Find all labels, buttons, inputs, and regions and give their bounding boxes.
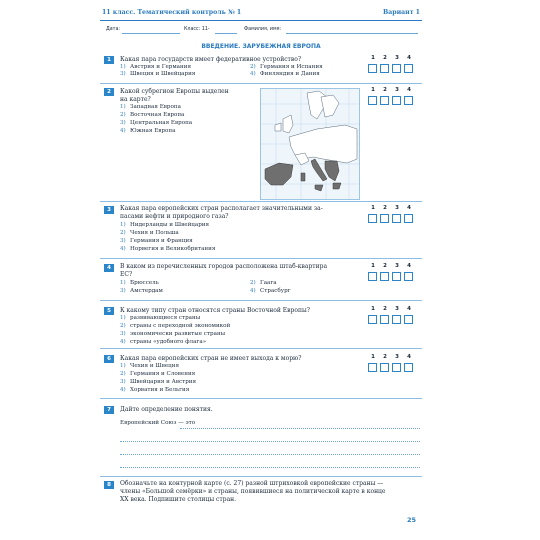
answer-box[interactable] [368, 363, 377, 372]
question-text: В каком из перечисленных городов расположена штаб-квартира ЕС? [120, 263, 328, 278]
header-title: 11 класс. Тематический контроль № 1 [102, 9, 242, 16]
option-2[interactable]: 2) Восточная Европа [120, 112, 185, 118]
answer-line[interactable] [120, 467, 420, 468]
answer-box[interactable] [380, 315, 389, 324]
answer-box[interactable] [380, 96, 389, 105]
answer-box[interactable] [368, 315, 377, 324]
answer-box[interactable] [368, 214, 377, 223]
answer-box[interactable] [368, 96, 377, 105]
option-1[interactable]: 1) Чехия и Швеция [120, 363, 180, 369]
option-3[interactable]: 3) экономически развитые страны [120, 331, 226, 337]
answer-box[interactable] [380, 272, 389, 281]
answer-line[interactable] [120, 454, 420, 455]
worksheet-page: 11 класс. Тематический контроль № 1 Вариант 1 Дата: Класс: 11- Фамилия, имя: ВВЕДЕНИЕ. ЗАРУБЕЖНАЯ ЕВРОПА 1 Какая пара государств имеет федеративное устройство? 1) Австрия и Германия 2) Германия и Испания 3) Швеция и Швейцария 4) Финляндия и Дания 1 2 3 4 2 Какой субрегион Европы выделен на карте? 1) Западная Европа 2) Восточная Европа 3) Центральная Европа 4) Южная Европа 1 2 3 4 3 Какая пара европейских стран располагает значительными за- пасами нефти и природного газа? 1) Нидерланды и Швейцария 2) Чехия и Польша 3) Германия и Франция 4) Норвегия и Великобритания 1 2 3 4 4 В каком из перечисленных городов расположена штаб-квартира ЕС? 1) Брюссель 2) Гаага 3) Амстердам 4) Страсбург 1 2 3 4 5 К какому типу стран относятся страны Восточной Европы? 1) развивающиеся страны 2) страны с переходной экономикой 3) экономически развитые страны 4) страны «удобного флага» 1 2 3 4 6 Какая пара европейских стран не имеет выхода к морю? 1) Чехия и Швеция 2) Германия и Словения 3) Швейцария и Австрия 4) Хорватия и Бельгия 1 2 3 4 7 Дайте определение понятия. Европейский Союз — это 8 Обозначьте на контурной карте (с. 27) разной штриховкой европейские страны — члены «Большой семёрки» и страны, появившиеся на политической карте в конце XX века. Подпишите столицы стран. 25 [102, 9, 420, 524]
option-4[interactable]: 4) Финляндия и Дания [250, 71, 320, 77]
answer-box[interactable] [392, 363, 401, 372]
answer-box[interactable] [404, 214, 413, 223]
question-number: 3 [104, 206, 114, 214]
answer-box[interactable] [392, 272, 401, 281]
separator [100, 348, 422, 349]
section-title: ВВЕДЕНИЕ. ЗАРУБЕЖНАЯ ЕВРОПА [201, 43, 321, 50]
question-number: 7 [104, 406, 114, 414]
answer-box[interactable] [380, 64, 389, 73]
answer-box[interactable] [368, 64, 377, 73]
option-1[interactable]: 1) Западная Европа [120, 104, 181, 110]
answer-box[interactable] [404, 272, 413, 281]
answer-box[interactable] [404, 64, 413, 73]
option-4[interactable]: 4) Хорватия и Бельгия [120, 387, 190, 393]
option-4[interactable]: 4) Южная Европа [120, 128, 176, 134]
answer-box[interactable] [380, 214, 389, 223]
option-2[interactable]: 2) Чехия и Польша [120, 230, 179, 236]
separator [100, 83, 422, 84]
option-1[interactable]: 1) Брюссель [120, 280, 159, 286]
answer-box[interactable] [392, 64, 401, 73]
question-text: К какому типу стран относятся страны Восточной Европы? [120, 307, 310, 314]
answer-box[interactable] [404, 363, 413, 372]
separator [100, 201, 422, 202]
page-number: 25 [406, 516, 416, 524]
answer-line[interactable] [180, 428, 420, 429]
answer-box[interactable] [392, 315, 401, 324]
option-1[interactable]: 1) Австрия и Германия [120, 64, 192, 70]
question-number: 2 [104, 88, 114, 96]
page-header [100, 9, 422, 21]
option-2[interactable]: 2) Германия и Испания [250, 64, 323, 70]
europe-map [260, 88, 360, 200]
class-field[interactable] [215, 33, 237, 34]
option-4[interactable]: 4) Страсбург [250, 288, 291, 294]
option-2[interactable]: 2) Гаага [250, 280, 277, 286]
name-field[interactable] [286, 33, 418, 34]
answer-box[interactable] [392, 96, 401, 105]
separator [100, 300, 422, 301]
separator [100, 476, 422, 477]
question-text: Обозначьте на контурной карте (с. 27) разной штриховкой европейские страны — члены «Большой семёрки» и страны, появившиеся на политической карте в конце XX века. Подпишите столицы стран. [120, 480, 386, 503]
question-number: 4 [104, 264, 114, 272]
option-3[interactable]: 3) Швейцария и Австрия [120, 379, 197, 385]
name-label: Фамилия, имя: [244, 27, 282, 32]
question-text: Дайте определение понятия. [120, 406, 213, 413]
answer-box[interactable] [392, 214, 401, 223]
question-number: 8 [104, 481, 114, 489]
answer-box[interactable] [404, 96, 413, 105]
option-2[interactable]: 2) страны с переходной экономикой [120, 323, 231, 329]
answer-line[interactable] [120, 441, 420, 442]
question-number: 5 [104, 307, 114, 315]
option-3[interactable]: 3) Центральная Европа [120, 120, 193, 126]
question-text: Какая пара европейских стран располагает значительными за- пасами нефти и природного газа? [120, 205, 323, 220]
date-field[interactable] [122, 33, 180, 34]
option-2[interactable]: 2) Германия и Словения [120, 371, 196, 377]
question-number: 1 [104, 56, 114, 64]
option-4[interactable]: 4) Норвегия и Великобритания [120, 246, 216, 252]
date-label: Дата: [106, 27, 121, 32]
question-number: 6 [104, 355, 114, 363]
option-3[interactable]: 3) Швеция и Швейцария [120, 71, 196, 77]
question-text: Какая пара государств имеет федеративное устройство? [120, 56, 302, 63]
option-1[interactable]: 1) развивающиеся страны [120, 315, 201, 321]
answer-box[interactable] [368, 272, 377, 281]
definition-prefix: Европейский Союз — это [120, 420, 196, 426]
option-1[interactable]: 1) Нидерланды и Швейцария [120, 222, 210, 228]
option-3[interactable]: 3) Амстердам [120, 288, 163, 294]
class-label: Класс: 11- [184, 27, 210, 32]
question-text: Какая пара европейских стран не имеет выхода к морю? [120, 355, 302, 362]
option-4[interactable]: 4) страны «удобного флага» [120, 339, 207, 345]
question-text: Какой субрегион Европы выделен на карте? [120, 88, 229, 103]
header-variant: Вариант 1 [383, 9, 420, 16]
student-info-bar [100, 25, 422, 35]
answer-box[interactable] [404, 315, 413, 324]
option-3[interactable]: 3) Германия и Франция [120, 238, 193, 244]
answer-box[interactable] [380, 363, 389, 372]
header-rule [100, 20, 422, 21]
separator [100, 258, 422, 259]
separator [100, 398, 422, 399]
